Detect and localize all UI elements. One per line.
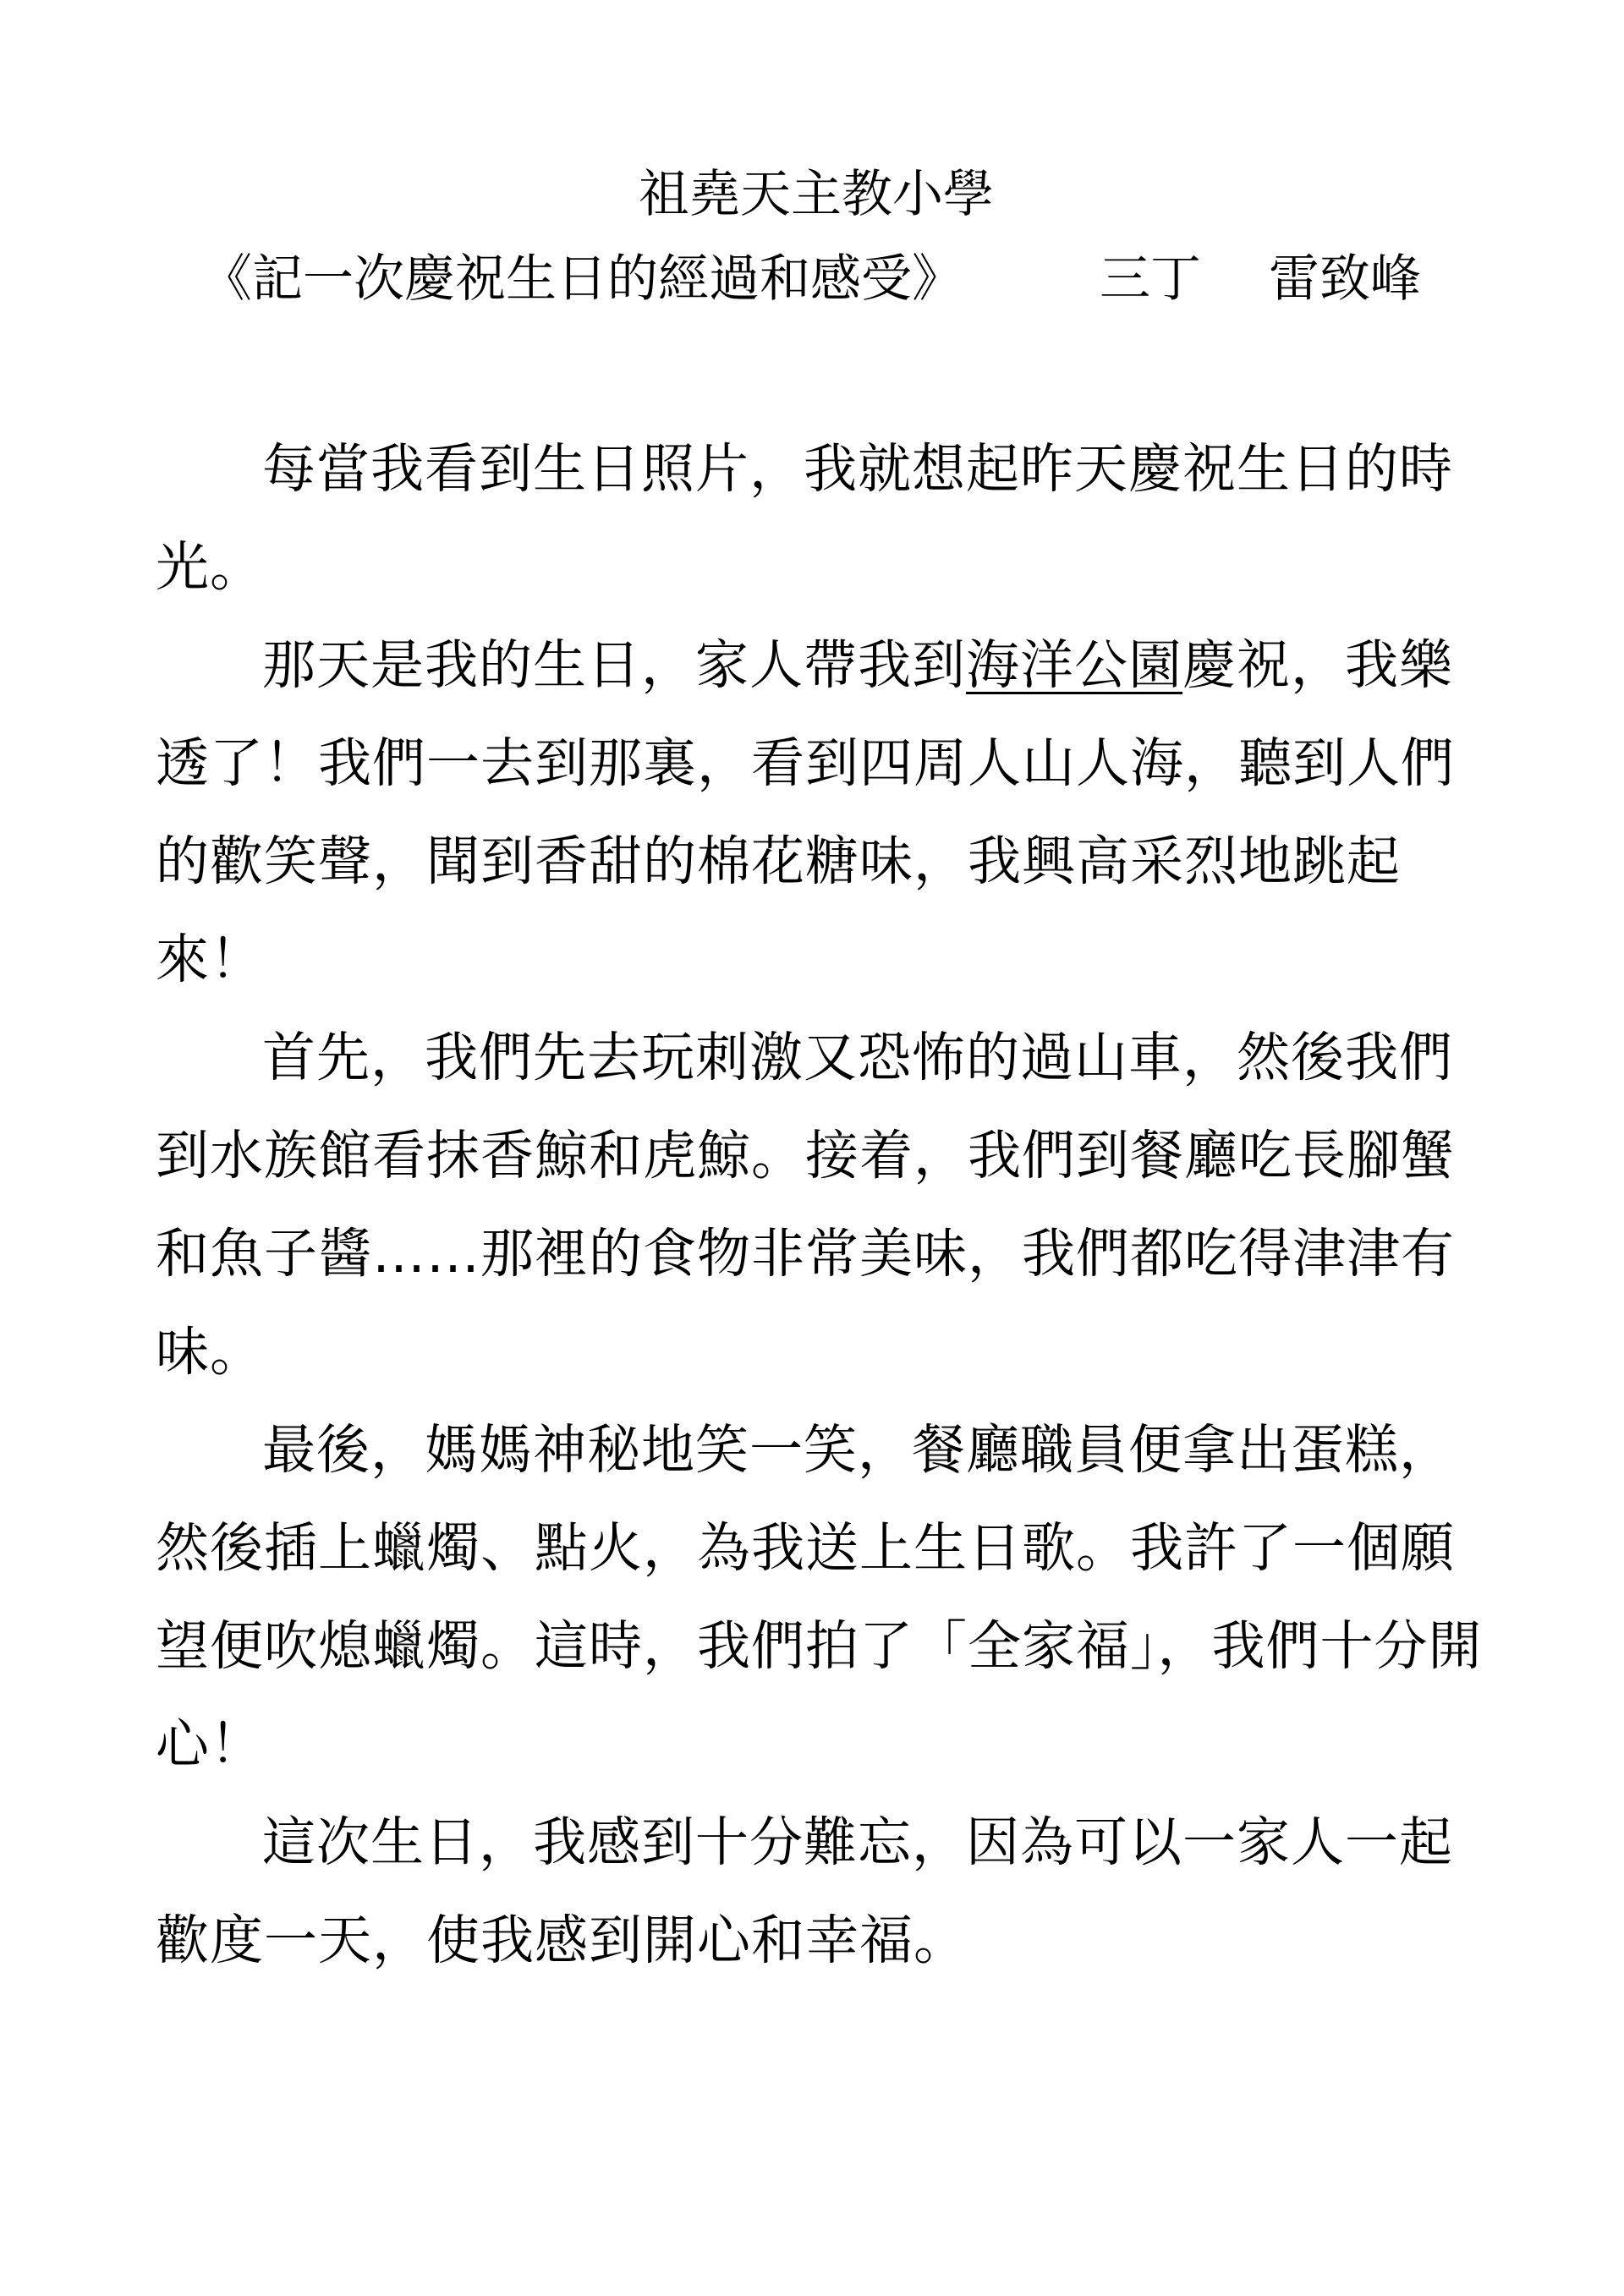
paragraph-2-text-after: 慶祝，我樂透了！我們一去到那裏，看到四周人山人海，聽到人們的歡笑聲，聞到香甜的棉花糖味，我興高采烈地跳起來！ xyxy=(156,634,1455,990)
paragraph-2 xyxy=(156,616,1488,1009)
paragraph-4: 最後，媽媽神秘地笑一笑，餐廳職員便拿出蛋糕，然後插上蠟燭、點火，為我送上生日歌。我許了一個願望便吹熄蠟燭。這時，我們拍了「全家福」，我們十分開心！ xyxy=(156,1419,1483,1775)
student-name: 雷致峰 xyxy=(1269,249,1421,309)
essay-title: 《記一次慶祝生日的經過和感受》 xyxy=(201,249,963,309)
school-name: 祖堯天主教小學 xyxy=(639,165,994,224)
paragraph-2-text-before: 那天是我的生日，家人帶我到 xyxy=(262,634,966,696)
proper-noun-place: 海洋公園 xyxy=(966,634,1182,696)
essay-body xyxy=(156,420,1488,1990)
paragraph-3: 首先，我們先去玩刺激又恐怖的過山車，然後我們到水族館看抹香鯨和虎鯨。接着，我們到餐廳吃長腳蟹和魚子醬……那裡的食物非常美味，我們都吃得津津有味。 xyxy=(156,1027,1455,1383)
paragraph-1: 每當我看到生日照片，我就想起昨天慶祝生日的時光。 xyxy=(156,438,1453,598)
class-name: 三丁 xyxy=(1100,249,1201,309)
paragraph-5: 這次生日，我感到十分難忘，因為可以一家人一起歡度一天，使我感到開心和幸福。 xyxy=(156,1811,1453,1971)
